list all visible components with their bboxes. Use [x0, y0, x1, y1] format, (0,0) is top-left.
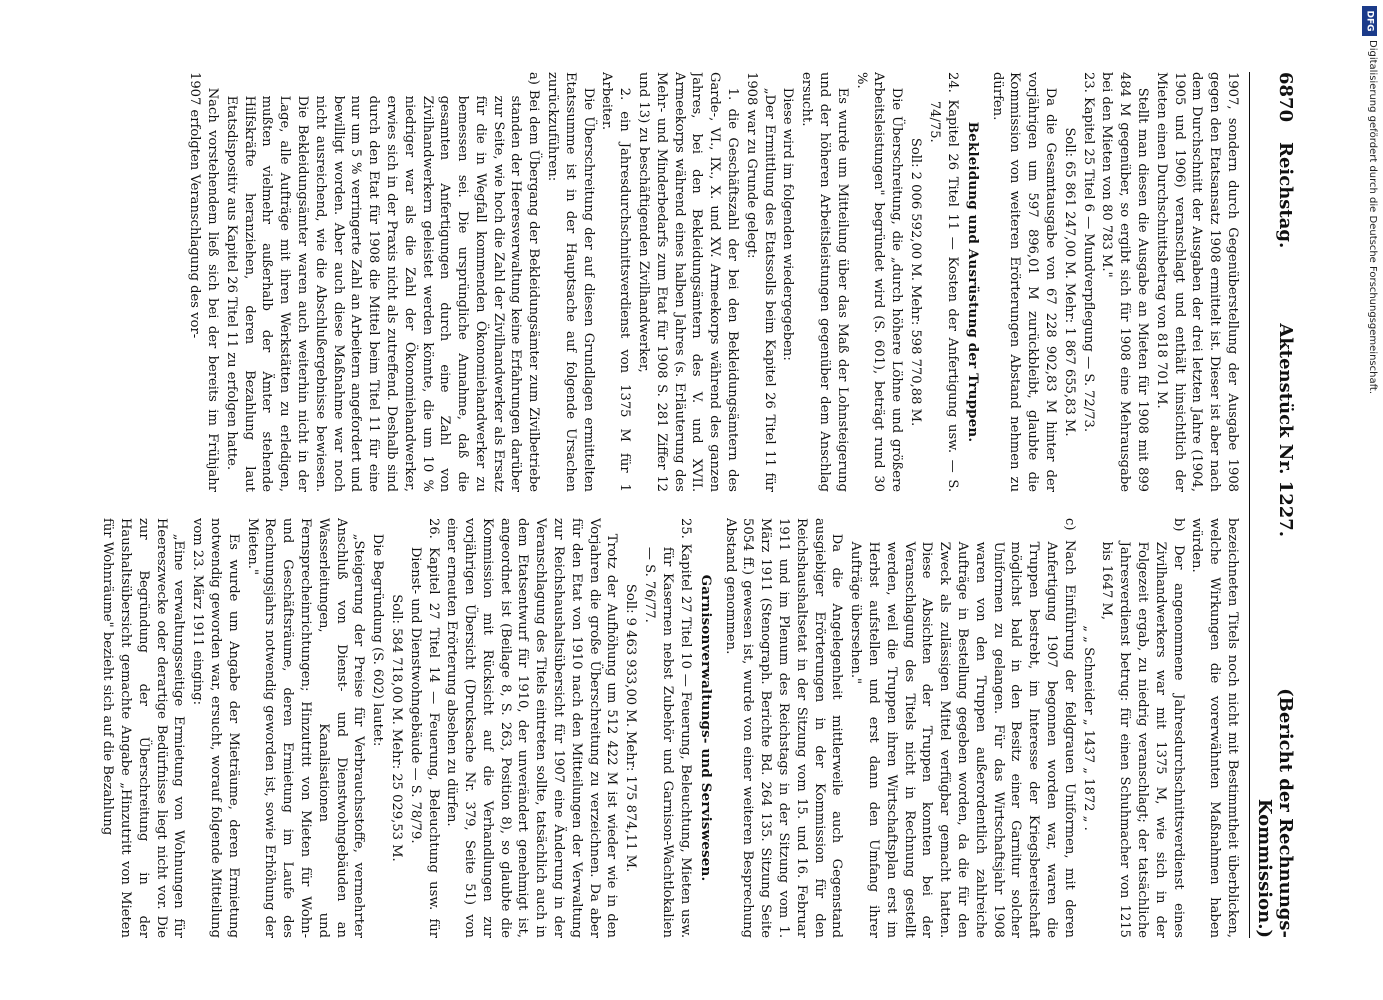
item-heading: 23. Kapitel 25 Titel 6 — Mundverpflegung — S. 72/73. [1080, 72, 1096, 433]
page-header [1249, 72, 1296, 938]
paragraph: 1907, sondern durch Gegenüberstellung der Ausgabe 1908 gegen den Etatsansatz 1908 ermittelt ist. Dieser ist aber nach dem Durchschnitt der Ausgaben der drei letzten Jahre (1904, 1905 und 1906) veranschlagt und enthält hinsichtlich der Mieten einen Durchschnittsbetrag von 818 701 M. [1153, 72, 1240, 492]
paragraph: Stellt man diesen die Ausgabe an Mieten für 1908 mit 899 484 M gegenüber, so ergibt sich für 1908 eine Mehrausgabe bei den Mieten von 80 783 M." [1099, 72, 1151, 492]
paragraph: „ „ Schneider „ 1437 „ 1872 „ . [1080, 625, 1096, 831]
paragraph: Die Überschreitung, die „durch höhere Löhne und größere Arbeitsleistungen" begründet wird (S. 601), beträgt rund 30 %. [853, 72, 905, 492]
paragraph: Da die Gesamtausgabe von 67 228 902,83 M hinter der vorjährigen um 597 896,01 M zurückbleibt, glaubte die Kommission von weiteren Erörterungen Abstand nehmen zu dürfen. [989, 72, 1059, 492]
soll-line: Soll: 584 718,00 M. Mehr: 25 029,53 M. [388, 594, 404, 862]
section-heading: Garnisonverwaltungs- und Serviswesen. [697, 574, 714, 882]
paragraph: Nach vorstehendem ließ sich bei der bereits im Frühjahr 1907 erfolgten Veranschlagung des vor- [187, 72, 220, 492]
text-columns [5, 72, 1241, 938]
item-heading: 25. Kapitel 27 Titel 10 — Feuerung, Beleuchtung, Mieten usw. für Kasernen nebst Zubehör und Garnison-Wachtlokalien — S. 76/77. [642, 518, 693, 938]
paragraph: Diese wird im folgenden wiedergegeben: [780, 87, 796, 361]
paragraph: a) Bei dem Übergang der Bekleidungsämter zum Zivilbetriebe standen der Heeresverwaltung keine Erfahrungen darüber zur Seite, wie hoch die Zahl der Zivilhandwerker als Ersatz für die in Wegfall kommenden Ökonomiehandwerker zu bemessen sei. Die ursprüngliche Annahme, daß die gesamten Anfertigungen durch eine Zahl von Zivilhandwerkern geleistet werden könnte, die um 10 % niedriger war als die Zahl der Ökonomiehandwerker, erwies sich in der Praxis nicht als zutreffend. Deshalb sind durch den Etat für 1908 die Mittel beim Titel 11 für eine nur um 5 % verringerte Zahl an Arbeitern angefordert und bewilligt worden. Aber auch diese Maßnahme war noch nicht ausreichend, wie die Abschlußergebnisse bewiesen. Die Bekleidungsämter waren auch weiterhin nicht in der Lage, alle Aufträge mit ihren Werkstätten zu erledigen, mußten vielmehr außerhalb der Ämter stehende Hilfskräfte heranziehen, deren Bezahlung laut Etatsdispositiv aus Kapitel 26 Titel 11 zu erfolgen hatte. [223, 72, 542, 492]
paragraph: c) Nach Einführung der feldgrauen Uniformen, mit deren Anfertigung 1907 begonnen worden war, waren die Truppen bestrebt, im Interesse der Kriegsbereitschaft möglichst bald in den Besitz einer Garnitur solcher Uniformen zu gelangen. Für das Wirtschaftsjahr 1908 waren von den Truppen außerordentlich zahlreiche Aufträge in Bestellung gegeben worden, da die für den Zweck als zulässigen Mittel verfügbar gemacht hatten. Diese Absichten der Truppen konnten bei der Veranschlagung des Titels nicht in Rechnung gestellt werden, weil die Truppen ihren Wirtschaftsplan erst im Herbst aufstellen und erst dann den Umfang ihrer Aufträge übersehen." [848, 518, 1077, 938]
paragraph: 1. die Geschäftszahl der bei den Bekleidungsämtern des Garde-, VI., IX., X. und XV. Armeekorps während des ganzen Jahres, bei den Bekleidungsämtern des V. und XVII. Armeekorps während eines halben Jahres (s. Erläuterung des Mehr- und Minderbedarfs zum Etat für 1908 S. 281 Ziffer 12 und 13) zu beschäftigenden Zivilhandwerker, [636, 72, 741, 492]
paragraph: Es wurde um Angabe der Mieträume, deren Ermietung notwendig geworden war, ersucht, worauf folgende Mitteilung vom 23. März 1911 einging: [190, 518, 241, 938]
page-number: 6870 [1275, 72, 1296, 123]
item-heading: 24. Kapitel 26 Titel 11 — Kosten der Anfertigung usw. — S. 74/75. [926, 72, 960, 492]
right-column [5, 518, 1241, 938]
paragraph: Die Begründung (S. 602) lautet: [370, 533, 386, 747]
soll-line: Soll: 2 006 592,00 M. Mehr: 598 770,88 M. [908, 137, 924, 427]
header-right: (Bericht der Rechnungs-Kommission.) [1254, 688, 1296, 938]
paragraph: Die Überschreitung der auf diesen Grundlagen ermittelten Etatssumme ist in der Hauptsache auf folgende Ursachen zurückzuführen: [545, 72, 596, 492]
soll-line: Soll: 65 861 247,00 M. Mehr: 1 867 655,83 M. [1061, 127, 1077, 437]
section-heading: Bekleidung und Ausrüstung der Truppen. [964, 121, 981, 443]
paragraph: Da die Angelegenheit mittlerweile auch Gegenstand ausgiebiger Erörterungen in der Kommission für den Reichshaushaltsetat in der Sitzung vom 15. und 16. Februar 1911 und im Plenum des Reichstags in der Sitzung vom 1. März 1911 (Stenograph. Berichte Bd. 264 135. Sitzung Seite 5054 ff.) gewesen ist, wurde von einer weiteren Besprechung Abstand genommen. [722, 518, 845, 938]
digitization-credit: Digitalisierung gefördert durch die Deutsche Forschungsgemeinschaft. [1367, 40, 1378, 395]
paragraph: b) Der angenommene Jahresdurchschnittsverdienst eines Zivilhandwerkers war mit 1375 M, wie sich in der Folgezeit ergab, zu niedrig veranschlagt; der tatsächliche Jahresverdienst betrug: für einen Schuhmacher von 1215 bis 1647 M, [1099, 518, 1186, 938]
paragraph: Trotz der Aufhöhung um 512 422 M ist wieder wie in den Vorjahren die große Überschreitung zu verzeichnen. Da aber für den Etat von 1910 nach den Mitteilungen der Verwaltung zur Reichshaushaltsübersicht für 1907 eine Änderung in der Veranschlagung des Titels eintreten sollte, tatsächlich auch in dem Etatsentwurf für 1910, der unverändert genehmigt ist, angeordnet ist (Beilage 8, S. 263, Position 8), so glaubte die Kommission mit Rücksicht auf die Verhandlungen zur vorjährigen Übersicht (Drucksache Nr. 379, Seite 51) von einer erneuten Erörterung absehen zu dürfen. [444, 518, 620, 938]
paragraph: „Steigerung der Preise für Verbrauchsstoffe, vermehrter Anschluß von Dienst- und Dienstwohngebäuden an Wasserleitungen, Kanalisationen und Fernsprecheinrichtungen; Hinzutritt von Mieten für Wohn- und Geschäftsräume, deren Ermietung im Laufe des Rechnungsjahrs notwendig geworden ist, sowie Erhöhung der Mieten." [244, 518, 367, 938]
paragraph: bezeichneten Titels noch nicht mit Bestimmtheit überblicken, welche Wirkungen die vorerwähnten Maßnahmen haben würden. [1189, 518, 1240, 938]
header-left: Reichstag. [1275, 142, 1296, 249]
paragraph: „Eine verwaltungsseitige Ermietung von Wohnungen für Heereszwecke oder derartige Bedürfnisse liegt nicht vor. Die zur Begründung der Überschreitung in der Haushaltsübersicht gemachte Angabe „Hinzutritt von Mieten für Wohnräume" bezieht sich auf die Bezahlung [100, 518, 187, 938]
paragraph: Es wurde um Mitteilung über das Maß der Lohnsteigerung und der höheren Arbeitsleistungen gegenüber dem Anschlag ersucht. [799, 72, 850, 492]
dfg-logo: DFG [1362, 6, 1377, 36]
soll-line: Soll: 9 463 933,00 M. Mehr: 175 874,11 M. [623, 583, 639, 873]
paragraph: 2. ein Jahresdurchschnittsverdienst von 1375 M für 1 Arbeiter. [599, 72, 633, 492]
header-title: Aktenstück Nr. 1227. [1275, 323, 1296, 538]
paragraph: „Der Ermittlung des Etatssolls beim Kapitel 26 Titel 11 für 1908 war zu Grunde gelegt: [743, 72, 777, 492]
left-column [5, 72, 1241, 492]
digitization-strip [1351, 0, 1377, 1000]
item-heading: 26. Kapitel 27 Titel 14 — Feuerung, Beleuchtung usw. für Dienst- und Dienstwohngebäude — S. 78/79. [407, 518, 441, 938]
